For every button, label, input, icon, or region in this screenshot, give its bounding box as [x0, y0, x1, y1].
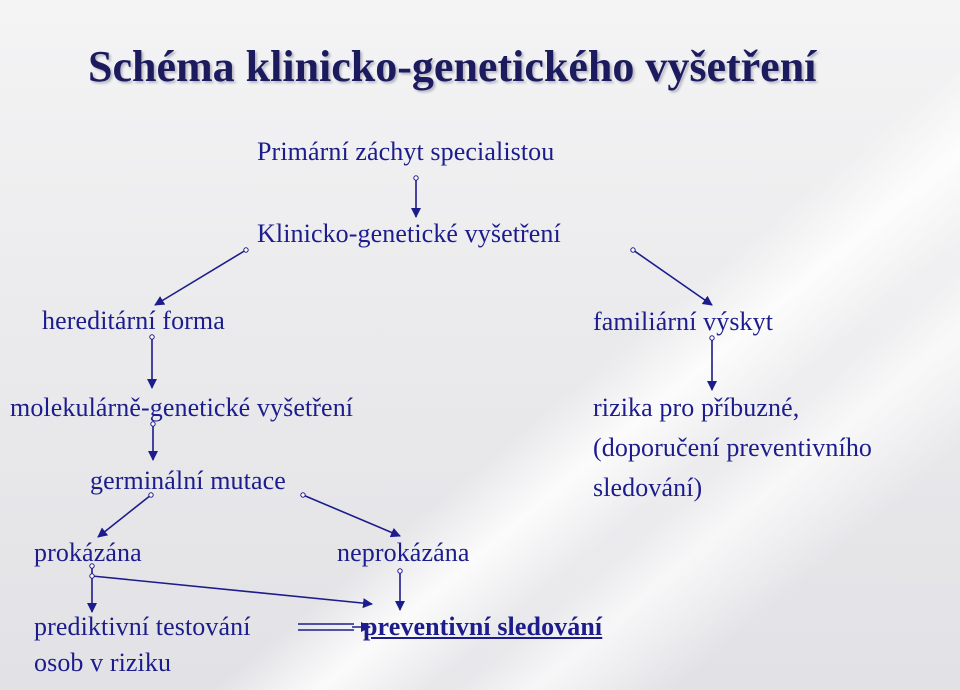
node-preventive-monitoring: preventivní sledování	[363, 612, 603, 641]
node-hereditary-form: hereditární forma	[42, 306, 225, 335]
node-germline-mutation: germinální mutace	[90, 466, 286, 495]
arrow-clinical-to-familial	[633, 250, 712, 305]
node-proven: prokázána	[34, 538, 142, 567]
arrow-proven-to-preventive	[92, 576, 372, 604]
node-clinical-genetic-exam: Klinicko-genetické vyšetření	[257, 219, 561, 248]
arrow-germline-to-not-proven	[303, 495, 400, 536]
node-risk-line-2: (doporučení preventivního	[593, 433, 873, 462]
node-molecular-genetic-exam: molekulárně-genetické vyšetření	[10, 393, 354, 422]
node-predictive-line-2: osob v riziku	[34, 648, 172, 677]
node-predictive-line-1: prediktivní testování	[34, 612, 251, 641]
arrow-clinical-to-hereditary	[155, 250, 246, 305]
node-familial-occurrence: familiární výskyt	[593, 307, 774, 336]
node-risk-line-1: rizika pro příbuzné,	[593, 393, 800, 422]
node-risk-line-3: sledování)	[593, 473, 703, 502]
node-primary-screening: Primární záchyt specialistou	[257, 137, 555, 166]
node-not-proven: neprokázána	[337, 538, 470, 567]
slide-title: Schéma klinicko-genetického vyšetření	[88, 42, 817, 91]
arrow-germline-to-proven	[98, 495, 151, 537]
